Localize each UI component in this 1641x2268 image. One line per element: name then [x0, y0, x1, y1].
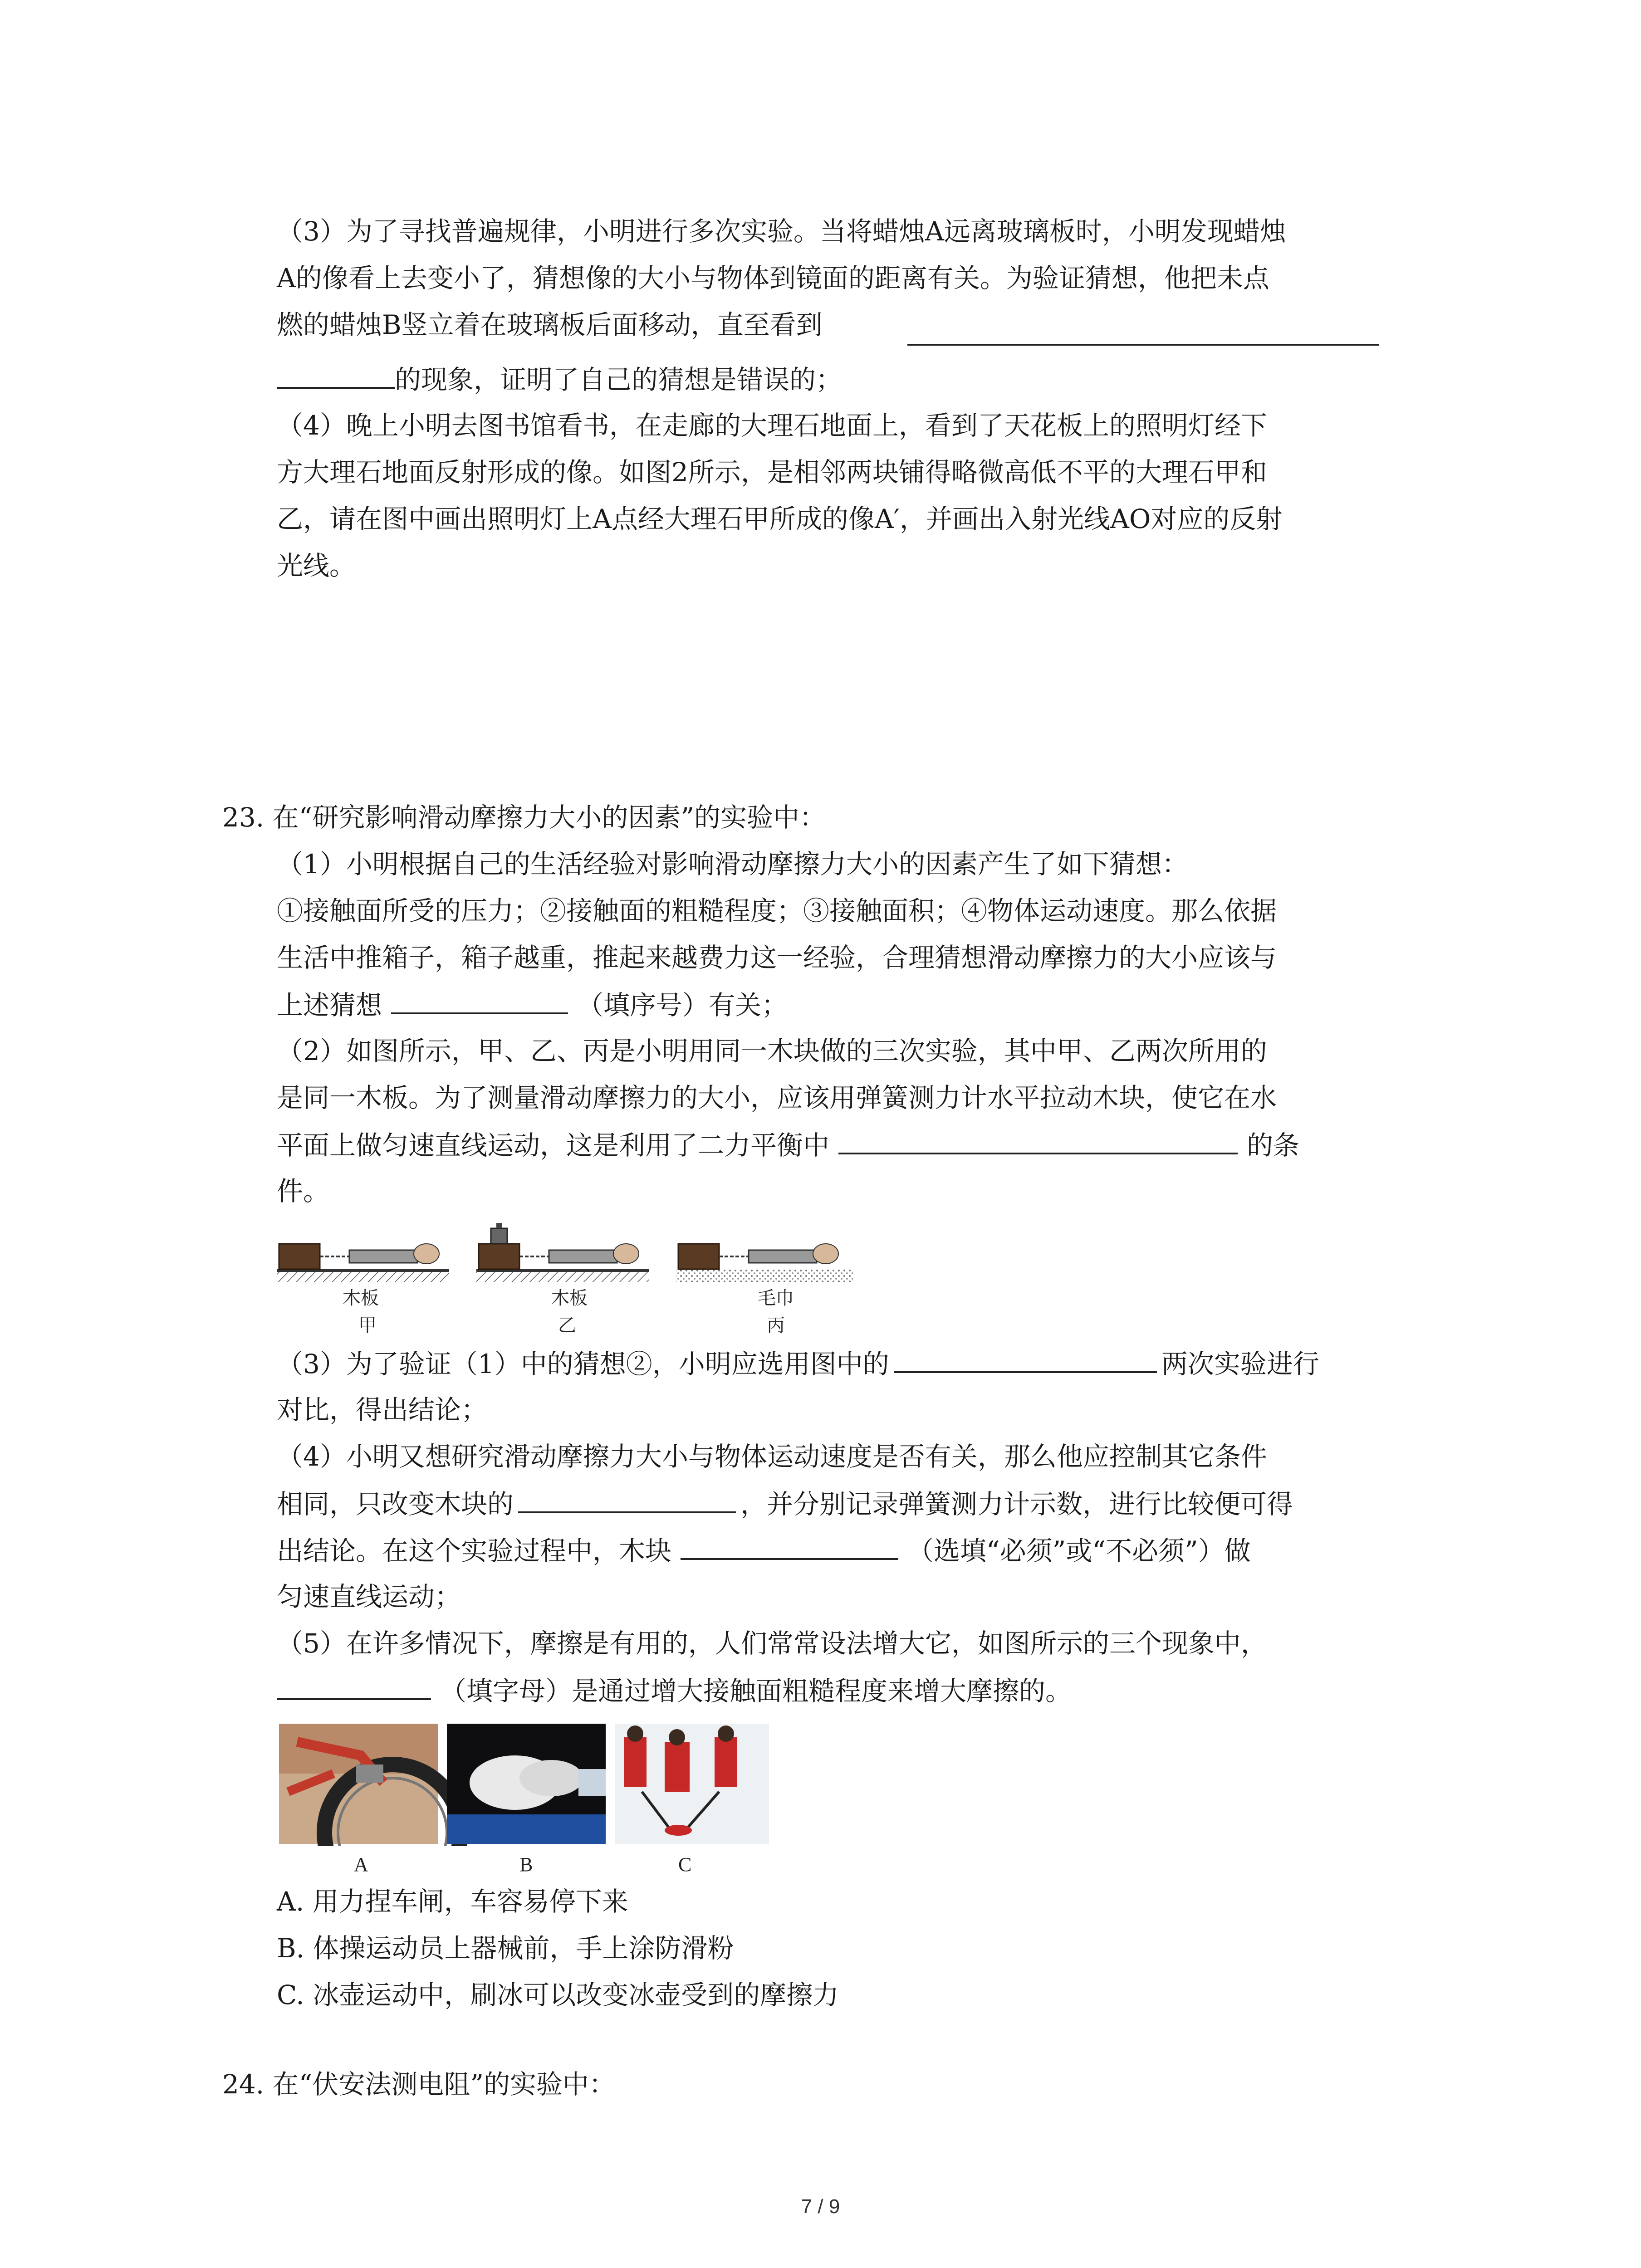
option-a: A. 用力捏车闸，车容易停下来: [277, 1886, 628, 1917]
q23-p1-line4: [277, 986, 788, 1023]
q22-p4-line1: （4）晚上小明去图书馆看书，在走廊的大理石地面上，看到了天花板上的照明灯经下: [277, 410, 1267, 441]
q23-p1-line3: 生活中推箱子，箱子越重，推起来越费力这一经验，合理猜想滑动摩擦力的大小应该与: [277, 942, 1277, 973]
answer-blank[interactable]: [391, 986, 568, 1014]
q24-stem: 24. 在“伏安法测电阻”的实验中：: [222, 2069, 615, 2100]
q23-p3-line1-text-b: 两次实验进行: [1161, 1349, 1319, 1379]
q23-p4-line3: [277, 1532, 1251, 1569]
q23-p3-line1: [277, 1345, 1319, 1382]
q23-p5-line1: （5）在许多情况下，摩擦是有用的，人们常常设法增大它，如图所示的三个现象中，: [277, 1628, 1267, 1659]
answer-blank[interactable]: [277, 361, 395, 389]
q22-p3-line3: [277, 307, 823, 343]
q23-p2-line1: （2）如图所示，甲、乙、丙是小明用同一木块做的三次实验，其中甲、乙两次所用的: [277, 1036, 1267, 1066]
q23-p1-line1: （1）小明根据自己的生活经验对影响滑动摩擦力大小的因素产生了如下猜想：: [277, 849, 1188, 880]
q23-p4-line3-text-a: 出结论。在这个实验过程中，木块: [277, 1535, 672, 1566]
panel-jia: [277, 1244, 449, 1282]
q23-stem: 23. 在“研究影响滑动摩擦力大小的因素”的实验中：: [222, 802, 826, 833]
panel-jia-surface: 木板: [343, 1288, 379, 1308]
q22-p4-line3: 乙，请在图中画出照明灯上A点经大理石甲所成的像A′，并画出入射光线AO对应的反射: [277, 503, 1283, 534]
answer-blank[interactable]: [907, 318, 1379, 346]
q23-p4-line2-text-b: ，并分别记录弹簧测力计示数，进行比较便可得: [740, 1489, 1293, 1520]
q22-p4-line2: 方大理石地面反射形成的像。如图2所示，是相邻两块铺得略微高低不平的大理石甲和: [277, 457, 1267, 488]
q23-p4-line4: 匀速直线运动；: [277, 1581, 461, 1612]
panel-bing-name: 丙: [767, 1315, 785, 1335]
friction-photos: [279, 1724, 774, 1846]
photo-c-curling: [615, 1724, 769, 1844]
panel-yi-surface: 木板: [551, 1288, 588, 1308]
photo-label-c: C: [678, 1853, 692, 1876]
q23-p2-line3-text-b: 的条: [1247, 1130, 1300, 1161]
q23-p4-line2-text-a: 相同，只改变木块的: [277, 1489, 514, 1520]
option-c: C. 冰壶运动中，刷冰可以改变冰壶受到的摩擦力: [277, 1980, 839, 2010]
q23-p4-line1: （4）小明又想研究滑动摩擦力大小与物体运动速度是否有关，那么他应控制其它条件: [277, 1441, 1267, 1472]
q23-p2-line2: 是同一木板。为了测量滑动摩擦力的大小，应该用弹簧测力计水平拉动木块，使它在水: [277, 1082, 1277, 1113]
answer-blank[interactable]: [518, 1485, 736, 1513]
answer-blank[interactable]: [838, 1126, 1238, 1154]
panel-bing-surface: 毛巾: [758, 1288, 794, 1308]
q22-p3-line4: [277, 361, 842, 398]
panel-yi-name: 乙: [558, 1315, 576, 1335]
photo-label-a: A: [354, 1853, 368, 1876]
q22-p3-line1: （3）为了寻找普遍规律，小明进行多次实验。当将蜡烛A远离玻璃板时，小明发现蜡烛: [277, 216, 1286, 247]
q22-p4-line4: 光线。: [277, 550, 356, 581]
q22-p3-line4-text: 的现象，证明了自己的猜想是错误的；: [395, 364, 843, 395]
photo-label-b: B: [519, 1853, 533, 1876]
q22-p3-line2: A的像看上去变小了，猜想像的大小与物体到镜面的距离有关。为验证猜想，他把未点: [277, 263, 1269, 293]
q23-p4-line2: [277, 1485, 1293, 1522]
q23-p2-line3-text-a: 平面上做匀速直线运动，这是利用了二力平衡中: [277, 1130, 830, 1161]
q23-p3-line2: 对比，得出结论；: [277, 1394, 488, 1425]
panel-bing: [676, 1244, 853, 1282]
panel-jia-name: 甲: [358, 1315, 377, 1335]
q23-p5-line2: [277, 1672, 1072, 1709]
panel-yi: [476, 1223, 649, 1282]
q23-p1-line4-text-a: 上述猜想: [277, 990, 382, 1021]
answer-blank[interactable]: [277, 1672, 431, 1700]
q23-p3-line1-text-a: （3）为了验证（1）中的猜想②，小明应选用图中的: [277, 1349, 889, 1379]
q23-p1-line2: ①接触面所受的压力；②接触面的粗糙程度；③接触面积；④物体运动速度。那么依据: [277, 895, 1277, 926]
page-number: 7 / 9: [801, 2195, 840, 2218]
photo-b-chalk-hands: [447, 1724, 606, 1844]
answer-blank[interactable]: [681, 1532, 898, 1560]
answer-blank[interactable]: [894, 1345, 1157, 1373]
q23-p5-line2-text: （填字母）是通过增大接触面粗糙程度来增大摩擦的。: [440, 1676, 1072, 1706]
q23-p2-line4: 件。: [277, 1176, 330, 1207]
q23-p1-line4-text-b: （填序号）有关；: [577, 990, 788, 1021]
photo-a-bicycle-brake: [279, 1724, 460, 1846]
q23-p4-line3-text-b: （选填“必须”或“不必须”）做: [907, 1535, 1251, 1566]
q23-p2-line3: [277, 1126, 1299, 1163]
q22-p3-line3-text: 燃的蜡烛B竖立着在玻璃板后面移动，直至看到: [277, 309, 823, 340]
option-b: B. 体操运动员上器械前，手上涂防滑粉: [277, 1933, 734, 1964]
